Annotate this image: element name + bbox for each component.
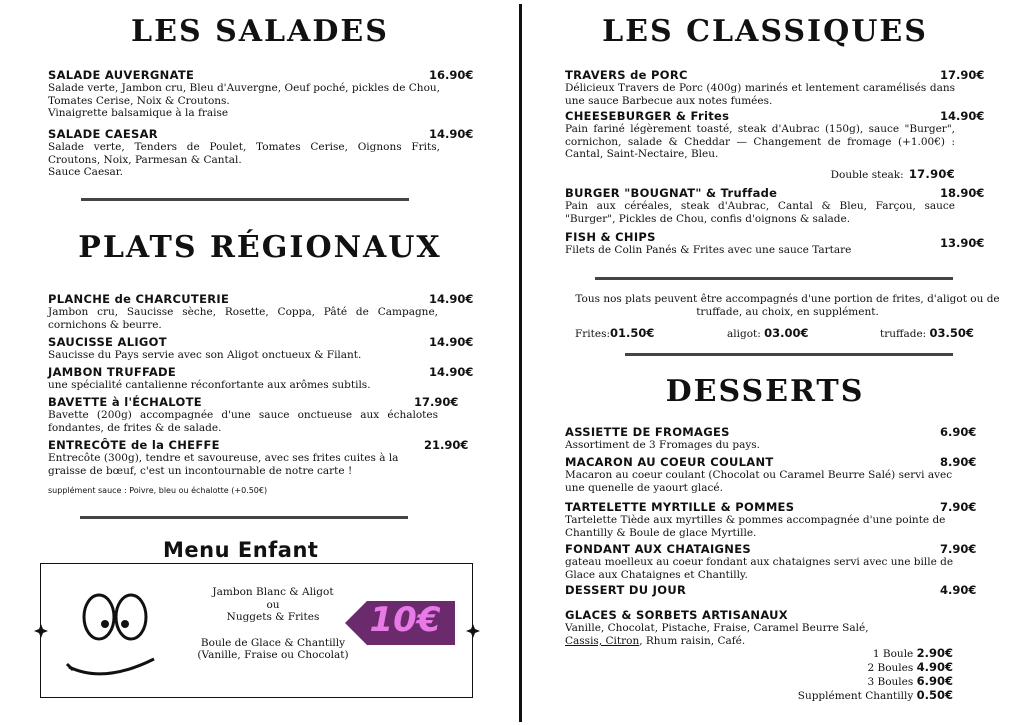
side-truffade <box>880 326 974 340</box>
glaces-flavours-underlined: Cassis, Citron <box>565 634 640 647</box>
scoop-row <box>798 661 953 675</box>
sauce-supplement: supplément sauce : Poivre, bleu ou échalotte (+0.50€) <box>48 486 268 495</box>
scoop-label: 1 Boule <box>872 648 914 660</box>
scoop-row <box>798 675 953 689</box>
menu-item-tartelette <box>565 500 977 539</box>
item-price: 18.90€ <box>940 186 985 200</box>
menu-item-glaces <box>565 608 955 647</box>
item-desc: Filets de Colin Panés & Frites avec une sauce Tartare <box>565 244 852 256</box>
item-price: 4.90€ <box>940 583 977 597</box>
menu-enfant-price-tag <box>345 597 455 649</box>
scoop-label: Supplément Chantilly <box>797 690 914 702</box>
side-price: 03.50€ <box>929 326 974 340</box>
cartoon-face-icon <box>59 584 159 684</box>
item-price: 14.90€ <box>429 365 474 379</box>
menu-enfant-line2: ou <box>266 598 280 611</box>
menu-item-salade-caesar <box>48 127 474 179</box>
double-steak-label: Double steak: <box>830 168 904 181</box>
scoop-row <box>798 647 953 661</box>
item-desc: une spécialité cantalienne réconfortante aux arômes subtils. <box>48 379 371 391</box>
item-name: FONDANT AUX CHATAIGNES <box>565 542 751 556</box>
item-desc: Entrecôte (300g), tendre et savoureuse, avec ses frites cuites à la graisse de bœuf, c'est un incontournable de notre carte ! <box>48 452 399 477</box>
item-name: DESSERT DU JOUR <box>565 583 687 597</box>
menu-item-fondant <box>565 542 977 581</box>
menu-enfant-title: Menu Enfant <box>163 538 319 562</box>
item-name: ASSIETTE DE FROMAGES <box>565 425 730 439</box>
item-desc: Macaron au coeur coulant (Chocolat ou Caramel Beurre Salé) servi avec une quenelle de yaourt glacé. <box>565 469 953 494</box>
menu-item-fish-chips <box>565 230 985 257</box>
menu-item-assiette-fromages <box>565 425 977 452</box>
item-desc: gateau moelleux au coeur fondant aux chataignes servi avec une bille de Glace aux Chataignes et Chantilly. <box>565 556 954 581</box>
menu-item-entrecote <box>48 438 469 477</box>
item-desc: Salade verte, Jambon cru, Bleu d'Auvergne, Oeuf poché, pickles de Chou, Tomates Cerise, Noix & Croutons. <box>48 82 440 107</box>
menu-enfant-line3: Nuggets & Frites <box>226 611 320 623</box>
menu-enfant-line1: Jambon Blanc & Aligot <box>212 586 334 598</box>
item-price: 8.90€ <box>940 455 977 469</box>
menu-item-cheeseburger <box>565 109 985 182</box>
sides-note: Tous nos plats peuvent être accompagnés d'une portion de frites, d'aligot ou de truffade, au choix, en supplément. <box>575 293 1000 318</box>
item-name: BURGER "BOUGNAT" & Truffade <box>565 186 778 200</box>
desserts-title: DESSERTS <box>665 374 865 409</box>
item-price: 17.90€ <box>414 395 459 409</box>
menu-enfant-price: 10€ <box>369 600 441 640</box>
salades-title: LES SALADES <box>131 14 389 49</box>
item-price: 14.90€ <box>429 335 474 349</box>
side-price: 03.00€ <box>764 326 809 340</box>
item-desc: Pain fariné légèrement toasté, steak d'Aubrac (150g), sauce "Burger", cornichon, salade & Cheddar — Changement de fromage (+1.00€) : Cantal, Saint-Nectaire, Bleu. <box>565 123 955 160</box>
menu-item-planche <box>48 292 474 331</box>
item-price: 14.90€ <box>429 292 474 306</box>
item-price: 16.90€ <box>429 68 474 82</box>
menu-enfant-choices <box>173 586 373 662</box>
item-desc: Salade verte, Tenders de Poulet, Tomates Cerise, Oignons Frits, Croutons, Noix, Parmesan & Cantal. <box>48 141 440 166</box>
item-name: SAUCISSE ALIGOT <box>48 335 167 349</box>
item-desc: Jambon cru, Saucisse sèche, Rosette, Coppa, Pâté de Campagne, cornichons & beurre. <box>48 306 438 331</box>
item-price: 14.90€ <box>940 109 985 123</box>
classiques-title: LES CLASSIQUES <box>602 14 928 49</box>
menu-item-saucisse-aligot <box>48 335 474 362</box>
item-price: 6.90€ <box>940 425 977 439</box>
item-name: BAVETTE à l'ÉCHALOTE <box>48 395 202 409</box>
item-price: 13.90€ <box>940 236 985 250</box>
scoop-label: 2 Boules <box>867 662 914 674</box>
menu-enfant-line4: Boule de Glace & Chantilly <box>200 636 346 649</box>
menu-item-dessert-du-jour <box>565 583 977 597</box>
scoop-price: 2.90€ <box>916 646 953 660</box>
item-name: PLANCHE de CHARCUTERIE <box>48 292 230 306</box>
side-aligot <box>727 326 809 340</box>
section-divider <box>81 198 409 201</box>
item-desc: Bavette (200g) accompagnée d'une sauce onctueuse aux échalotes fondantes, de frites & de salade. <box>48 409 438 434</box>
item-price: 7.90€ <box>940 542 977 556</box>
item-name: FISH & CHIPS <box>565 230 656 244</box>
item-name: JAMBON TRUFFADE <box>48 365 177 379</box>
item-name: GLACES & SORBETS ARTISANAUX <box>565 608 788 622</box>
double-steak-row <box>565 163 955 182</box>
regionaux-title: PLATS RÉGIONAUX <box>78 230 442 265</box>
item-desc: Saucisse du Pays servie avec son Aligot onctueux & Filant. <box>48 349 362 361</box>
menu-item-jambon-truffade <box>48 365 474 392</box>
item-desc: Pain aux céréales, steak d'Aubrac, Cantal & Bleu, Farçou, sauce "Burger", Pickles de Chou, confis d'oignons & salade. <box>565 200 955 225</box>
glaces-prices <box>798 647 953 703</box>
menu-item-bougnat <box>565 186 985 225</box>
item-name: TRAVERS de PORC <box>565 68 688 82</box>
scoop-label: 3 Boules <box>867 676 914 688</box>
side-label: truffade: <box>880 328 927 340</box>
double-steak-price: 17.90€ <box>908 166 955 181</box>
side-price: 01.50€ <box>610 326 655 340</box>
scoop-row <box>798 689 953 703</box>
item-desc: Délicieux Travers de Porc (400g) marinés et lentement caramélisés dans une sauce Barbecue aux notes fumées. <box>565 82 955 107</box>
item-name: SALADE AUVERGNATE <box>48 68 195 82</box>
menu-item-salade-auvergnate <box>48 68 474 120</box>
item-desc-extra: Sauce Caesar. <box>48 166 124 178</box>
menu-item-macaron <box>565 455 977 494</box>
section-divider <box>595 277 953 280</box>
glaces-flavours-rest: , Rhum raisin, Café. <box>639 634 746 647</box>
section-divider <box>625 353 953 356</box>
scoop-price: 6.90€ <box>916 674 953 688</box>
page-divider <box>519 4 522 722</box>
scoop-price: 4.90€ <box>916 660 953 674</box>
menu-enfant-line5: (Vanille, Fraise ou Chocolat) <box>197 649 349 661</box>
item-name: MACARON AU COEUR COULANT <box>565 455 774 469</box>
menu-item-travers <box>565 68 985 107</box>
section-divider <box>80 516 408 519</box>
scoop-price: 0.50€ <box>916 688 953 702</box>
item-desc-extra: Vinaigrette balsamique à la fraise <box>48 107 229 119</box>
item-name: TARTELETTE MYRTILLE & POMMES <box>565 500 795 514</box>
item-name: ENTRECÔTE de la CHEFFE <box>48 438 220 452</box>
item-price: 21.90€ <box>424 438 469 452</box>
item-price: 17.90€ <box>940 68 985 82</box>
item-desc: Tartelette Tiède aux myrtilles & pommes accompagnée d'une pointe de Chantilly & Boule de glace Myrtille. <box>565 514 946 539</box>
item-price: 14.90€ <box>429 127 474 141</box>
item-desc: Assortiment de 3 Fromages du pays. <box>565 439 761 451</box>
item-price: 7.90€ <box>940 500 977 514</box>
side-frites <box>575 326 654 340</box>
menu-item-bavette <box>48 395 459 434</box>
item-desc <box>565 622 955 647</box>
side-label: aligot: <box>727 328 761 340</box>
glaces-flavours: Vanille, Chocolat, Pistache, Fraise, Caramel Beurre Salé, <box>565 622 869 634</box>
item-name: CHEESEBURGER & Frites <box>565 109 730 123</box>
side-label: Frites: <box>575 328 611 340</box>
item-name: SALADE CAESAR <box>48 127 158 141</box>
